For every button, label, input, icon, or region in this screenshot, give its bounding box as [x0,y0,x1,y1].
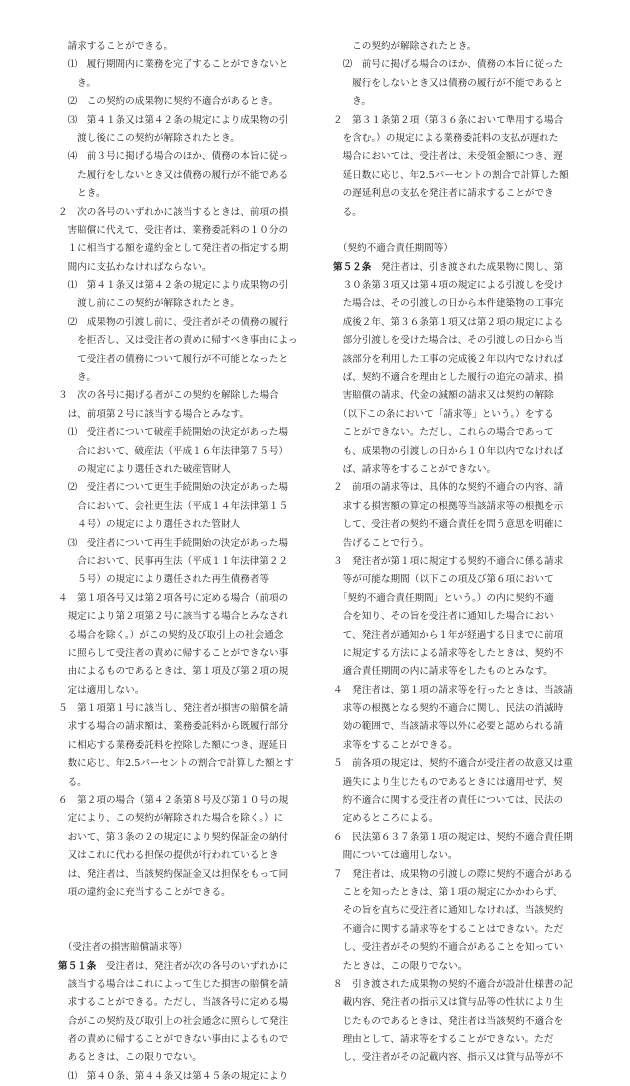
line-text: ５ 前各項の規定は、契約不適合が受注者の故意又は重 [333,758,573,770]
text-line [58,498,314,516]
text-line [333,902,585,920]
text-line [58,939,314,957]
line-text: は、前項第２号に該当する場合とみなす。 [58,408,250,420]
text-line [333,663,585,681]
text-line [333,259,585,277]
text-line [58,424,314,442]
text-line [333,424,585,442]
text-line [333,884,585,902]
text-line [58,847,314,865]
line-text: 部分引渡しを受けた場合は、その引渡しの日から当 [333,335,564,347]
text-line [333,994,585,1012]
line-text: 渡し前にこの契約が解除されたとき。 [58,298,240,310]
text-line [333,112,585,130]
line-text: ことができない。ただし、これらの場合であって [333,427,554,439]
line-text: 約不適合に関する受注者の責任については、民法の [333,795,564,807]
line-text: 渡し後にこの契約が解除されたとき。 [58,132,240,144]
text-line [58,921,314,939]
text-line [58,774,314,792]
line-text: 求する場合の請求額は、業務委託料から既履行部分 [58,721,289,733]
line-text: ６ 第２項の場合（第４２条第８号及び第１０号の規 [58,795,289,807]
text-line [333,148,585,166]
text-line [333,277,585,295]
text-line [58,1031,314,1049]
line-text: おいて、第３条の２の規定により契約保証金の納付 [58,831,289,843]
text-line [333,167,585,185]
text-line [333,939,585,957]
text-line [58,590,314,608]
line-text: 延日数に応じ、年2.5パーセントの割合で計算した額 [333,169,569,181]
line-text: ４ 発注者は、第１項の請求等を行ったときは、当該請 [333,684,573,696]
text-line [58,222,314,240]
line-text: 求等の根拠となる契約不適合に関し、民法の消滅時 [333,703,564,715]
line-text: 項の違約金に充当することができる。 [58,886,231,898]
text-line [333,1013,585,1031]
line-text: その旨を直ちに受注者に通知しなければ、当該契約 [333,905,564,917]
text-line [333,718,585,736]
text-line [58,994,314,1012]
text-line [58,204,314,222]
line-text: じたものであるときは、発注者は当該契約不適合を [333,1015,564,1027]
line-text: 又はこれに代わる担保の提供が行われているとき [58,850,279,862]
text-line [58,792,314,810]
line-text: ８ 引き渡された成果物の契約不適合が設計仕様書の記 [333,978,573,990]
line-text: 求することができる。ただし、当該各号に定める場 [58,997,289,1009]
text-line [58,829,314,847]
line-text: ⑵ この契約の成果物に契約不適合があるとき。 [58,96,279,108]
line-text: ５号）の規定により選任された再生債務者等 [58,574,270,586]
line-text: ⑴ 第４０条、第４４条又は第４５条の規定により [58,1070,289,1082]
text-line [58,369,314,387]
line-text: を拒否し、又は受注者の責めに帰すべき事由によっ [58,335,298,347]
text-line [58,1049,314,1067]
text-line [58,1068,314,1086]
line-text: 数に応じ、年2.5パーセントの割合で計算した額とす [58,758,294,770]
line-text: １に相当する額を違約金として発注者の指定する期 [58,243,289,255]
text-line [58,571,314,589]
line-text: （受注者の損害賠償請求等） [58,942,188,954]
line-text: ⑵ 受注者について更生手続開始の決定があった場 [58,482,288,494]
text-line [58,167,314,185]
text-line [333,608,585,626]
text-line [333,93,585,111]
text-line [58,277,314,295]
text-line [333,958,585,976]
line-text: とき。 [58,188,106,200]
line-text: この契約が解除されたとき。 [333,41,477,52]
text-line [333,921,585,939]
line-text: 定めるところによる。 [333,813,439,825]
text-line [333,443,585,461]
text-line [58,75,314,93]
line-text: て受注者の債務について履行が不可能となったと [58,353,289,365]
line-text: 履行をしないとき又は債務の履行が不能であると [333,77,564,89]
line-text: に照らして受注者の責めに帰することができない事 [58,647,289,659]
text-line [58,516,314,534]
text-line [333,240,585,258]
line-text: 合において、破産法（平成１６年法律第７５号） [58,445,289,457]
line-text: 合がこの契約及び取引上の社会通念に照らして発注 [58,1015,289,1027]
text-line [333,351,585,369]
line-text: ３ 次の各号に掲げる者がこの契約を解除した場合 [58,390,279,402]
line-text: も、成果物の引渡しの日から１０年以内でなければ [333,445,564,457]
line-text: 等が可能な期間（以下この項及び第６項において [333,574,554,586]
text-line [333,461,585,479]
line-text: 間については適用しない。 [333,850,458,862]
line-text: 適合責任期間の内に請求等をしたものとみなす。 [333,666,553,678]
line-text: 由によるものであるときは、第１項及び第２項の規 [58,666,289,678]
line-text: ば、契約不適合を理由とした履行の追完の請求、損 [333,372,564,384]
line-text: あるときは、この限りでない。 [58,1052,202,1064]
text-line [333,774,585,792]
left-text-column [58,38,314,1086]
line-text: 告げることで行う。 [333,537,429,549]
line-text: 求する損害額の算定の根拠等当該請求等の根拠を示 [333,500,564,512]
text-line [58,387,314,405]
line-text: ７ 発注者は、成果物の引渡しの際に契約不適合がある [333,868,573,880]
text-line [58,148,314,166]
line-text: 「契約不適合責任期間」という。）の内に契約不適 [333,592,554,604]
text-line [333,295,585,313]
text-line [58,112,314,130]
line-text: 規定により第２項第２号に該当する場合とみなされ [58,611,289,623]
text-line [58,663,314,681]
text-line [58,461,314,479]
text-line [333,1031,585,1049]
text-line [58,535,314,553]
line-text: 合において、民事再生法（平成１１年法律第２２ [58,555,289,567]
line-text: に相応する業務委託料を控除した額につき、遅延日 [58,739,288,751]
text-line [333,369,585,387]
text-line [333,535,585,553]
line-text: たときは、この限りでない。 [333,960,468,972]
line-text: ⑴ 履行期間内に業務を完了することができないと [58,59,289,71]
text-line [58,958,314,976]
line-text: ば、請求等をすることができない。 [333,463,497,475]
line-text: ⑴ 受注者について破産手続開始の決定があった場 [58,427,288,439]
line-text: た場合は、その引渡しの日から本件建築物の工事完 [333,298,564,310]
text-line [333,590,585,608]
text-line [58,810,314,828]
line-text: ２ 第３１条第２項（第３６条において準用する場合 [333,114,564,126]
text-line [333,645,585,663]
line-text: ⑴ 第４１条又は第４２条の規定により成果物の引 [58,280,289,292]
text-line [58,185,314,203]
text-line [333,1049,585,1067]
text-line [58,56,314,74]
line-text: 理由として、請求等をすることができない。ただ [333,1034,554,1046]
text-line [333,755,585,773]
text-line [333,406,585,424]
text-line [333,387,585,405]
text-line [333,829,585,847]
line-text: 受注者は、発注者が次の各号のいずれかに [96,960,289,972]
text-line [58,902,314,920]
text-line [333,332,585,350]
text-line [58,976,314,994]
line-text: ６ 民法第６３７条第１項の規定は、契約不適合責任期 [333,831,573,843]
text-line [58,553,314,571]
line-text: 過失により生じたものであるときには適用せず、契 [333,776,563,788]
line-text: き。 [333,96,371,108]
line-text: る場合を除く。）がこの契約及び取引上の社会通念 [58,629,284,641]
line-text: ３ 発注者が第１項に規定する契約不適合に係る請求 [333,555,564,567]
line-text: ⑷ 前３号に掲げる場合のほか、債務の本旨に従っ [58,151,289,163]
text-line [58,866,314,884]
text-line [333,314,585,332]
line-text: を含む。）の規定による業務委託料の支払が遅れた [333,132,559,144]
text-line [58,884,314,902]
text-line [58,1013,314,1031]
text-line [333,56,585,74]
text-line [58,314,314,332]
line-text: の遅延利息の支払を発注者に請求することができ [333,188,554,200]
text-line [58,608,314,626]
line-text: 場合においては、受注者は、未受領金額につき、遅 [333,151,563,163]
text-line [333,682,585,700]
text-line [333,185,585,203]
text-line [333,222,585,240]
text-line [333,571,585,589]
line-text: 効の範囲で、当該請求等以外に必要と認められる請 [333,721,564,733]
line-text: に規定する方法による請求等をしたときは、契約不 [333,647,564,659]
text-line [58,130,314,148]
line-text: の規定により選任された破産管財人 [58,463,231,475]
text-line [58,351,314,369]
line-text: 害賠償に代えて、受注者は、業務委託料の１０分の [58,224,289,236]
line-text: ４号）の規定により選任された管財人 [58,519,241,531]
text-line [58,682,314,700]
line-text: 者の責めに帰することができない事由によるもので [58,1034,289,1046]
line-text: 該当する場合はこれによって生じた損害の賠償を請 [58,978,289,990]
line-text: 発注者は、引き渡された成果物に関し、第 [371,261,564,273]
article-number: 第５１条 [58,960,97,972]
line-text: （以下この条において「請求等」という。）をする [333,408,554,420]
text-line [333,553,585,571]
line-text: 請求することができる。 [58,41,174,52]
line-text: ４ 第１項各号又は第２項各号に定める場合（前項の [58,592,289,604]
line-text: 載内容、発注者の指示又は貸与品等の性状により生 [333,997,564,1009]
text-line [58,93,314,111]
text-line [58,755,314,773]
line-text: 間内に支払わなければならない。 [58,261,212,273]
text-line [333,792,585,810]
line-text: き。 [58,77,96,89]
text-line [58,406,314,424]
line-text: ことを知ったときは、第１項の規定にかかわらず、 [333,886,563,898]
right-text-column [333,38,585,1068]
text-line [333,627,585,645]
text-line [58,295,314,313]
line-text: る。 [333,206,362,218]
line-text: ３０条第３項又は第４項の規定による引渡しを受け [333,280,564,292]
text-line [58,645,314,663]
text-line [333,516,585,534]
text-line [333,810,585,828]
text-line [58,479,314,497]
text-line [333,866,585,884]
line-text: 合において、会社更生法（平成１４年法律第１５ [58,500,289,512]
text-line [333,38,585,56]
text-line [58,259,314,277]
line-text: して、受注者の契約不適合責任を問う意思を明確に [333,519,564,531]
text-line [333,75,585,93]
text-line [58,718,314,736]
text-line [333,847,585,865]
line-text: は、発注者は、当該契約保証金又は担保をもって同 [58,868,289,880]
article-number: 第５２条 [333,261,372,273]
text-line [58,443,314,461]
line-text: し、受注者がその契約不適合があることを知ってい [333,942,564,954]
line-text: ⑵ 前号に掲げる場合のほか、債務の本旨に従った [333,59,564,71]
line-text: き。 [58,372,96,384]
text-line [58,38,314,56]
line-text: ２ 次の各号のいずれかに該当するときは、前項の損 [58,206,289,218]
text-line [58,627,314,645]
line-text: 成後２年、第３６条第１項又は第２項の規定による [333,316,564,328]
text-line [58,240,314,258]
line-text: （契約不適合責任期間等） [333,243,453,255]
line-text: て、発注者が通知から１年が経過する日までに前項 [333,629,564,641]
text-line [333,204,585,222]
text-line [333,737,585,755]
line-text: 害賠償の請求、代金の減額の請求又は契約の解除 [333,390,554,402]
line-text: 定は適用しない。 [58,684,145,696]
line-text: ５ 第１項第１号に該当し、発注者が損害の賠償を請 [58,703,289,715]
line-text: 合を知り、その旨を受注者に通知した場合におい [333,611,554,623]
line-text: ⑶ 受注者について再生手続開始の決定があった場 [58,537,288,549]
text-line [333,130,585,148]
text-line [333,700,585,718]
line-text: る。 [58,776,87,788]
line-text: ⑵ 成果物の引渡し前に、受注者がその債務の履行 [58,316,289,328]
line-text: 該部分を利用した工事の完成後２年以内でなければ [333,353,564,365]
line-text: ⑶ 第４１条又は第４２条の規定により成果物の引 [58,114,289,126]
line-text: 求等をすることができる。 [333,739,458,751]
line-text: ２ 前項の請求等は、具体的な契約不適合の内容、請 [333,482,564,494]
line-text: 不適合に関する請求等をすることはできない。ただ [333,923,564,935]
text-line [58,737,314,755]
text-line [58,700,314,718]
text-line [333,498,585,516]
text-line [58,332,314,350]
text-line [333,479,585,497]
line-text: た履行をしないとき又は債務の履行が不能である [58,169,289,181]
line-text: し、受注者がその記載内容、指示又は貸与品等が不 [333,1052,564,1064]
line-text: 定により、この契約が解除された場合を除く。）に [58,813,284,825]
text-line [333,976,585,994]
